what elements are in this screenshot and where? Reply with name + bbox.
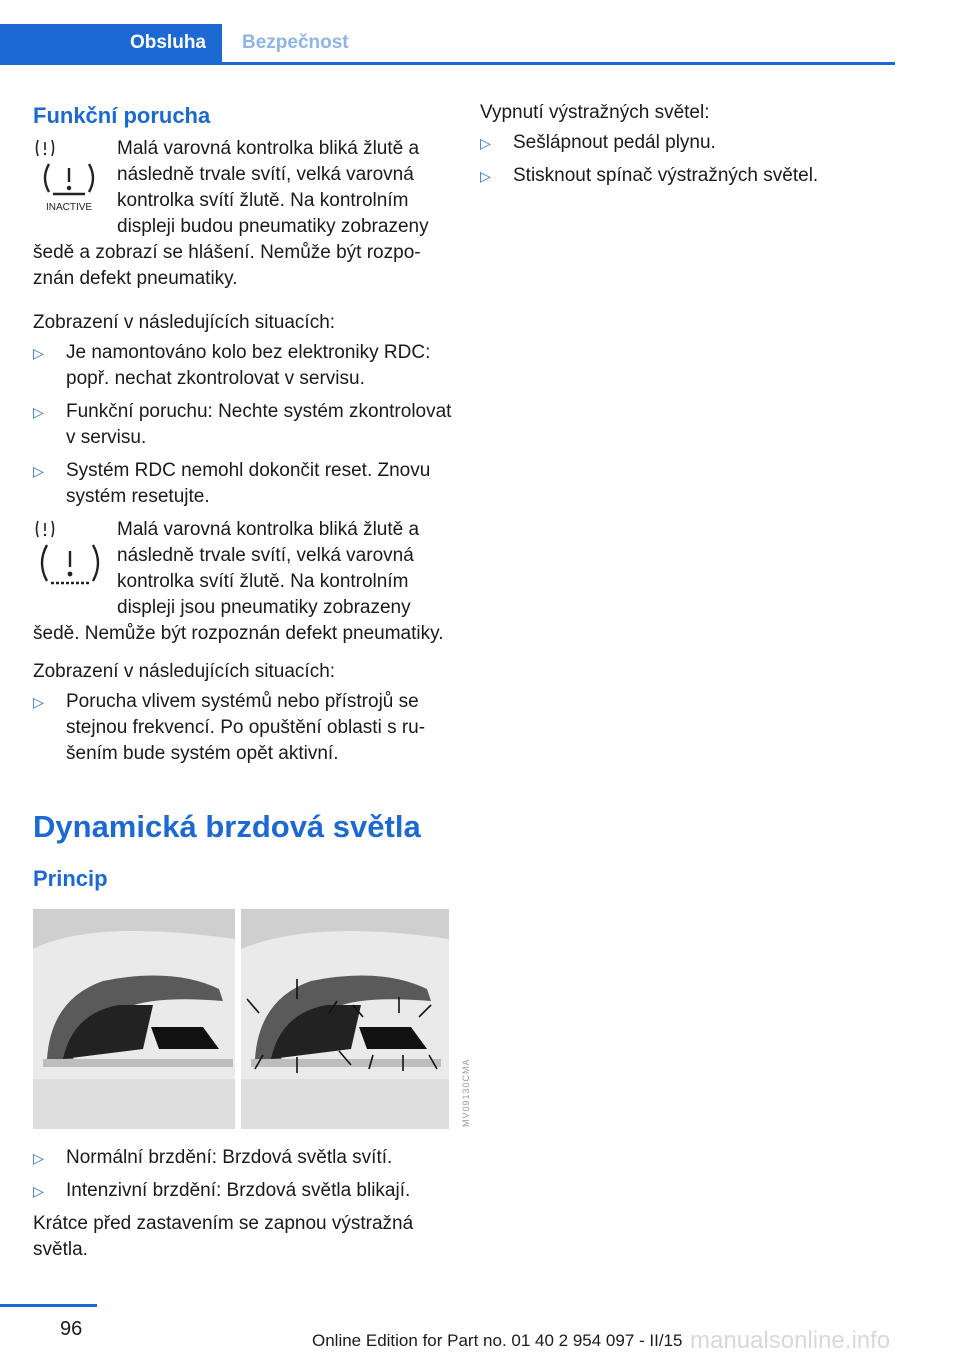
right-list xyxy=(480,130,910,189)
warning-block-1 xyxy=(33,136,453,292)
triangle-bullet-icon: ▷ xyxy=(33,404,44,420)
photo-code: MV09130CMA xyxy=(461,1058,471,1127)
intro-2: Zobrazení v následujících situacích: xyxy=(33,661,336,682)
triangle-bullet-icon: ▷ xyxy=(33,463,44,479)
header-tabbar xyxy=(0,24,895,65)
list-item: ▷ Porucha vlivem systémů nebo přístrojů se stejnou frekvencí. Po opuštění oblasti s rušením bude systém opět aktivní. xyxy=(33,691,426,764)
triangle-bullet-icon: ▷ xyxy=(33,345,44,361)
brake-lights-photo xyxy=(33,909,471,1129)
list-item: ▷ Intenzivní brzdění: Brzdová světla blikají. xyxy=(33,1178,453,1204)
inactive-label: INACTIVE xyxy=(45,202,93,213)
paragraph-2: Malá varovná kontrolka bliká žlutě a následně trvale svítí, velká varovná kontrolka svítí žlutě. Na kontrolním displeji jsou pneumatiky zobrazeny šedě. Nemůže být rozpoznán defekt pneumatiky. xyxy=(33,519,444,644)
list-item: ▷ Stisknout spínač výstražných světel. xyxy=(480,163,910,189)
tab-bezpecnost[interactable]: Bezpečnost xyxy=(242,32,349,53)
footer-divider xyxy=(0,1304,97,1307)
section-title-dynamicka-brzdova-svetla: Dynamická brzdová světla xyxy=(33,809,421,844)
list-item: ▷ Normální brzdění: Brzdová světla svítí. xyxy=(33,1145,453,1171)
list-item: ▷ Systém RDC nemohl dokončit reset. Znovu systém resetujte. xyxy=(33,460,431,507)
triangle-bullet-icon: ▷ xyxy=(33,694,44,710)
list-item: ▷ Sešlápnout pedál plynu. xyxy=(480,130,910,156)
section-title-princip: Princip xyxy=(33,866,108,891)
triangle-bullet-icon: ▷ xyxy=(33,1183,44,1199)
section-title-funkcni-porucha: Funkční porucha xyxy=(33,103,211,128)
left-column xyxy=(33,100,471,1263)
right-column xyxy=(480,100,910,196)
edition-text: Online Edition for Part no. 01 40 2 954 097 - II/15 xyxy=(312,1331,683,1350)
watermark: manualsonline.info xyxy=(690,1327,891,1354)
list-item: ▷ Je namontováno kolo bez elektroniky RDC: popř. nechat zkontrolovat v servisu. xyxy=(33,342,431,389)
intro-1: Zobrazení v následujících situacích: xyxy=(33,312,336,333)
tire-pressure-inactive-icon xyxy=(33,136,115,218)
list-3 xyxy=(33,1145,453,1204)
tab-obsluha[interactable]: Obsluha xyxy=(0,24,222,62)
right-intro: Vypnutí výstražných světel: xyxy=(480,102,710,123)
triangle-bullet-icon: ▷ xyxy=(480,135,491,151)
warning-block-2 xyxy=(33,517,453,647)
page-number: 96 xyxy=(60,1318,83,1340)
paragraph-1: Malá varovná kontrolka bliká žlutě a následně trvale svítí, velká varovná kontrolka svítí žlutě. Na kontrolním displeji budou pneumatiky zobrazeny šedě a zobrazí se hlášení. Nemůže být rozpoznán defekt pneumatiky. xyxy=(33,138,429,289)
triangle-bullet-icon: ▷ xyxy=(33,1150,44,1166)
brake-lights-illustration xyxy=(33,909,449,1129)
list-item: ▷ Funkční poruchu: Nechte systém zkontrolovat v servisu. xyxy=(33,401,452,448)
list-2 xyxy=(33,689,453,767)
tire-pressure-warning-icon xyxy=(33,517,115,599)
list-1 xyxy=(33,340,453,510)
closing-paragraph: Krátce před zastavením se zapnou výstražná světla. xyxy=(33,1213,414,1260)
triangle-bullet-icon: ▷ xyxy=(480,168,491,184)
